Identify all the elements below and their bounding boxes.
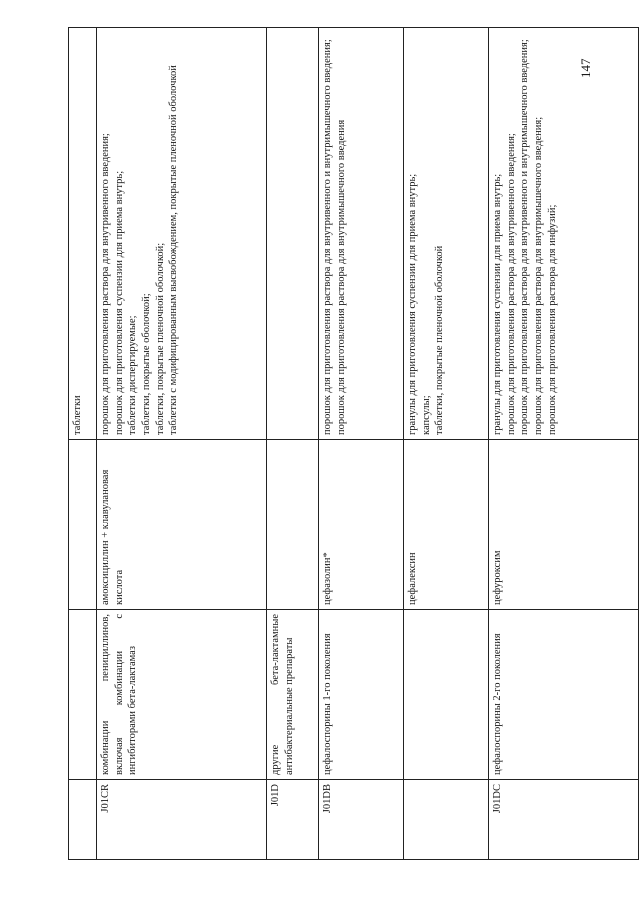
- dosage-form: таблетки диспергируемые;: [127, 315, 139, 435]
- dosage-form: таблетки, покрытые пленочной оболочкой: [434, 245, 446, 435]
- table-row: [69, 28, 97, 860]
- dosage-form: гранулы для приготовления суспензии для приема внутрь;: [407, 173, 418, 435]
- dosage-form: порошок для приготовления раствора для внутримышечного введения;: [532, 116, 544, 435]
- dosage-form: порошок для приготовления суспензии для приема внутрь;: [113, 170, 125, 435]
- atc-code-cell: J01CR: [97, 780, 267, 860]
- atc-code-cell: J01D: [267, 780, 319, 860]
- pharmacological-group-cell: цефалоспорины 1-го поколения: [319, 610, 404, 780]
- dosage-forms-cell: [489, 28, 639, 440]
- dosage-form: порошок для приготовления раствора для внутривенного и внутримышечного введения;: [519, 39, 531, 435]
- drug-name-cell: цефуроксим: [489, 440, 639, 610]
- drug-table: [68, 27, 639, 860]
- table-row: [489, 28, 639, 860]
- table-row: [267, 28, 319, 860]
- dosage-form: таблетки с модифицированным высвобождением, покрытые пленочной оболочкой: [168, 65, 180, 435]
- pharmacological-group-cell: другие бета-лактамные антибактериальные препараты: [267, 610, 319, 780]
- dosage-form: порошок для приготовления раствора для внутривенного введения;: [100, 133, 111, 435]
- drug-name-cell: цефалексин: [404, 440, 489, 610]
- drug-name-cell: [267, 440, 319, 610]
- atc-code-cell: [404, 780, 489, 860]
- dosage-form: порошок для приготовления раствора для внутримышечного введения: [335, 119, 347, 435]
- pharmacological-group-cell: [69, 610, 97, 780]
- dosage-form: порошок для приготовления раствора для внутривенного и внутримышечного введения;: [322, 39, 333, 435]
- dosage-forms-cell: [267, 28, 319, 440]
- drug-name-cell: амоксициллин + клавулановая кислота: [97, 440, 267, 610]
- page-number: 147: [578, 58, 593, 78]
- dosage-forms-cell: [319, 28, 404, 440]
- pharmacological-group-cell: [404, 610, 489, 780]
- pharmacological-group-cell: цефалоспорины 2-го поколения: [489, 610, 639, 780]
- dosage-forms-cell: [69, 28, 97, 440]
- atc-code-cell: J01DB: [319, 780, 404, 860]
- table-row: [319, 28, 404, 860]
- atc-code-cell: J01DC: [489, 780, 639, 860]
- drug-name-cell: [69, 440, 97, 610]
- dosage-form: гранулы для приготовления суспензии для приема внутрь;: [492, 173, 503, 435]
- dosage-form: порошок для приготовления раствора для инфузий;: [546, 204, 558, 435]
- dosage-form: таблетки: [72, 395, 83, 435]
- dosage-form: капсулы;: [420, 395, 432, 435]
- dosage-forms-cell: [97, 28, 267, 440]
- rotated-page: [68, 28, 588, 860]
- table-row: [97, 28, 267, 860]
- dosage-form: таблетки, покрытые оболочкой;: [140, 293, 152, 435]
- atc-code-cell: [69, 780, 97, 860]
- pharmacological-group-cell: комбинации пенициллинов, включая комбинации с ингибиторами бета-лактамаз: [97, 610, 267, 780]
- dosage-form: порошок для приготовления раствора для внутривенного введения;: [505, 133, 517, 435]
- dosage-form: таблетки, покрытые пленочной оболочкой;: [154, 242, 166, 435]
- table-row: [404, 28, 489, 860]
- drug-name-cell: цефазолин*: [319, 440, 404, 610]
- dosage-forms-cell: [404, 28, 489, 440]
